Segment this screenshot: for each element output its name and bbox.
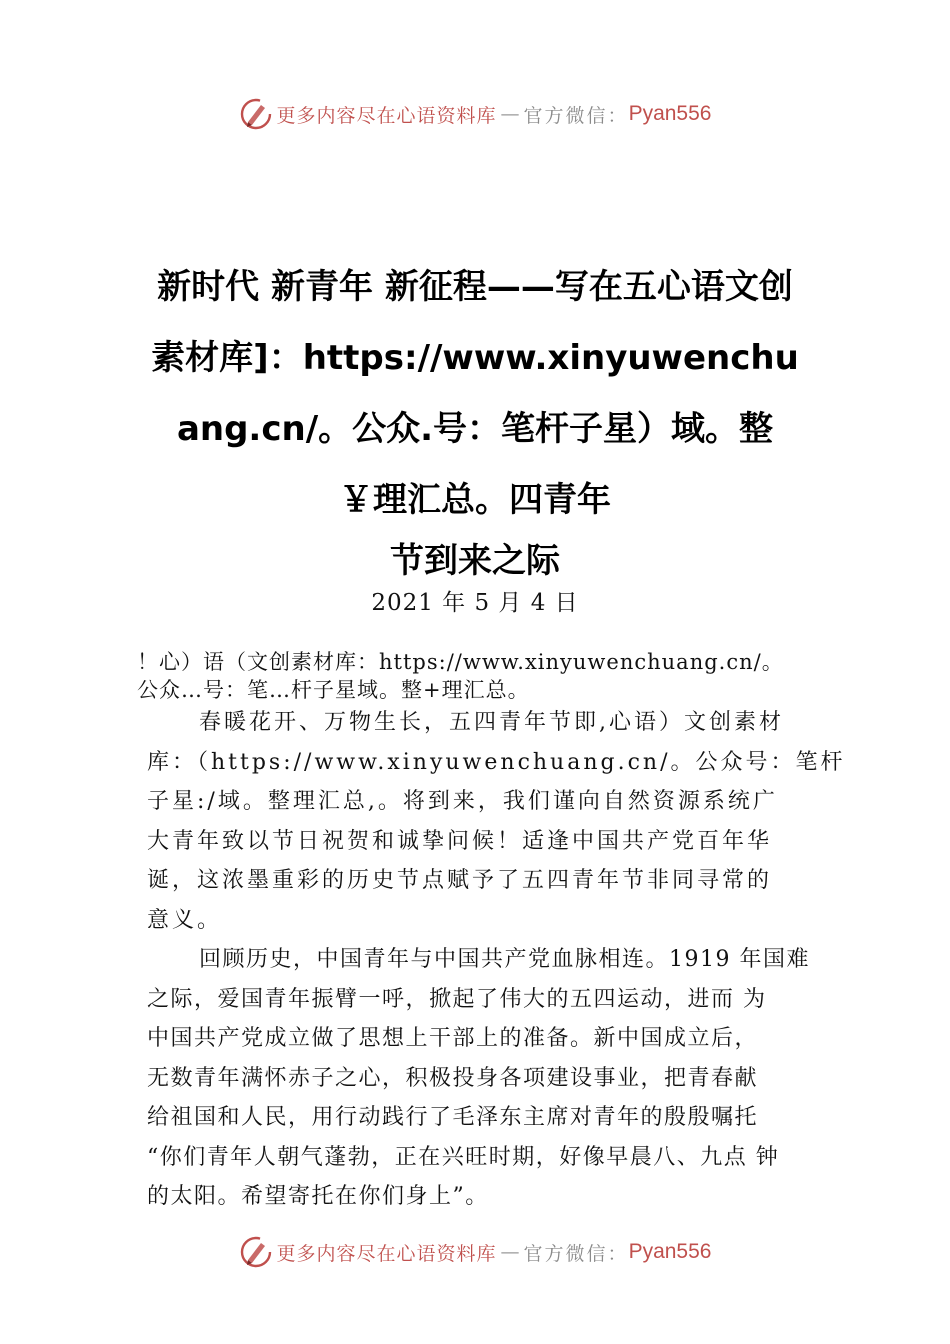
title-line: ￥理汇总。四青年 bbox=[339, 480, 611, 520]
intro-text bbox=[137, 648, 827, 704]
paragraph-line: 子星:/域。整理汇总,。将到来，我们谨向自然资源系统广 bbox=[147, 789, 778, 814]
paragraph-2 bbox=[147, 940, 837, 1217]
footer-banner bbox=[0, 1232, 950, 1272]
paragraph-line: “你们青年人朝气蓬勃，正在兴旺时期，好像早晨八、九点 钟 bbox=[147, 1144, 780, 1170]
pen-logo-icon bbox=[239, 97, 273, 131]
wechat-label: 官方微信： bbox=[523, 1242, 629, 1265]
header-banner bbox=[0, 94, 950, 134]
paragraph-line: 意义。 bbox=[147, 907, 223, 933]
intro-line: 公众…号：笔…杆子星域。整+理汇总。 bbox=[137, 678, 530, 702]
pen-logo-icon bbox=[239, 1235, 273, 1269]
paragraph-line: 大青年致以节日祝贺和诚挚问候！适逢中国共产党百年华 bbox=[147, 828, 773, 854]
banner-dash: — bbox=[500, 1241, 520, 1263]
paragraph-line: 回顾历史，中国青年与中国共产党血脉相连。1919 年国难 bbox=[199, 947, 810, 972]
paragraph-line: 诞，这浓墨重彩的历史节点赋予了五四青年节非同寻常的 bbox=[147, 868, 773, 893]
title-line: ang.cn/。公众.号：笔杆子星）域。整 bbox=[176, 409, 774, 449]
wechat-id: Pyan556 bbox=[628, 1240, 712, 1263]
wechat-label: 官方微信： bbox=[523, 104, 629, 127]
paragraph-line: 之际，爱国青年振臂一呼，掀起了伟大的五四运动，进而 为 bbox=[147, 986, 767, 1012]
paragraph-line: 的太阳。希望寄托在你们身上”。 bbox=[147, 1184, 489, 1209]
banner-dash: — bbox=[500, 103, 520, 125]
intro-line: ！心）语（文创素材库：https://www.xinyuwenchuang.cn/。 bbox=[137, 650, 784, 674]
paragraph-line: 春暖花开、万物生长，五四青年节即,心语）文创素材 bbox=[199, 710, 784, 735]
title-line: 素材库]：https://www.xinyuwenchu bbox=[151, 338, 799, 378]
paragraph-line: 中国共产党成立做了思想上干部上的准备。新中国成立后， bbox=[147, 1026, 759, 1051]
title-line: 节到来之际 bbox=[390, 541, 560, 581]
document-title bbox=[130, 252, 820, 586]
document-date: 2021 年 5 月 4 日 bbox=[371, 590, 579, 616]
banner-text: 更多内容尽在心语资料库 bbox=[276, 104, 497, 127]
paragraph-line: 库：（https://www.xinyuwenchuang.cn/。公众号：笔杆 bbox=[147, 749, 846, 775]
wechat-id: Pyan556 bbox=[628, 102, 712, 125]
paragraph-line: 无数青年满怀赤子之心，积极投身各项建设事业，把青春献 bbox=[147, 1065, 759, 1091]
paragraph-line: 给祖国和人民，用行动践行了毛泽东主席对青年的殷殷嘱托 bbox=[147, 1105, 759, 1130]
title-line: 新时代 新青年 新征程——写在五心语文创 bbox=[157, 267, 793, 307]
paragraph-1 bbox=[147, 703, 846, 940]
banner-text: 更多内容尽在心语资料库 bbox=[276, 1242, 497, 1265]
